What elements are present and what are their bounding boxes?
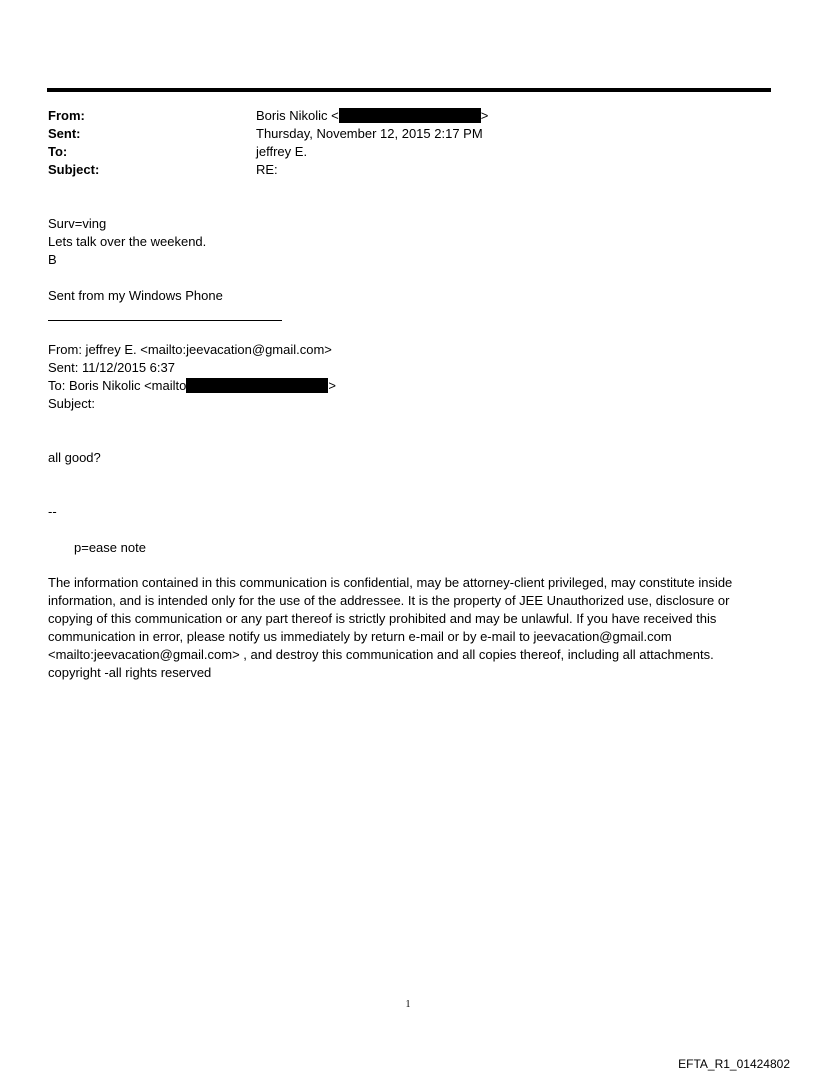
redaction-box	[186, 378, 328, 393]
disclaimer-paragraph: The information contained in this communication is confidential, may be attorney-client privileged, may constitute inside information, and is intended only for the use of the addressee. It is the property of JEE Unauthorized use, disclosure or copying of this communication or any part thereof is strictly prohibited and may be unlawful. If you have received this communication in error, please notify us immediately by return e-mail or by e-mail to jeevacation@gmail.com <mailto:jeevacation@gmail.com> , and destroy this communication and all copies thereof, including all attachments. copyright -all rights reserved	[48, 575, 733, 680]
body-line-3: B	[48, 252, 57, 267]
quoted-sent: Sent: 11/12/2015 6:37	[48, 360, 175, 375]
header-rule	[47, 88, 771, 92]
from-name: Boris Nikolic <	[256, 108, 339, 123]
body-line-2: Lets talk over the weekend.	[48, 234, 207, 249]
to-value: jeffrey E.	[256, 144, 308, 159]
to-label: To:	[48, 144, 68, 159]
note-line: p=ease note	[74, 540, 146, 555]
quote-separator	[48, 320, 282, 321]
document-id: EFTA_R1_01424802	[678, 1057, 790, 1071]
body-line-1: Surv=ving	[48, 216, 107, 231]
subject-label: Subject:	[48, 162, 100, 177]
from-label: From:	[48, 108, 85, 123]
signature-dashes: --	[48, 504, 57, 519]
sent-label: Sent:	[48, 126, 81, 141]
quoted-message: all good?	[48, 450, 101, 465]
signature: Sent from my Windows Phone	[48, 288, 223, 303]
quoted-to	[48, 377, 336, 395]
quoted-to-prefix: To: Boris Nikolic <mailto	[48, 378, 187, 393]
subject-value: RE:	[256, 162, 278, 177]
from-value	[256, 107, 488, 125]
sent-value: Thursday, November 12, 2015 2:17 PM	[256, 126, 483, 141]
page-number: 1	[405, 999, 411, 1010]
from-value-end: >	[480, 108, 489, 123]
quoted-from: From: jeffrey E. <mailto:jeevacation@gmail.com>	[48, 342, 332, 357]
quoted-to-suffix: >	[328, 378, 336, 393]
redaction-box	[339, 108, 481, 123]
quoted-subject: Subject:	[48, 396, 95, 411]
